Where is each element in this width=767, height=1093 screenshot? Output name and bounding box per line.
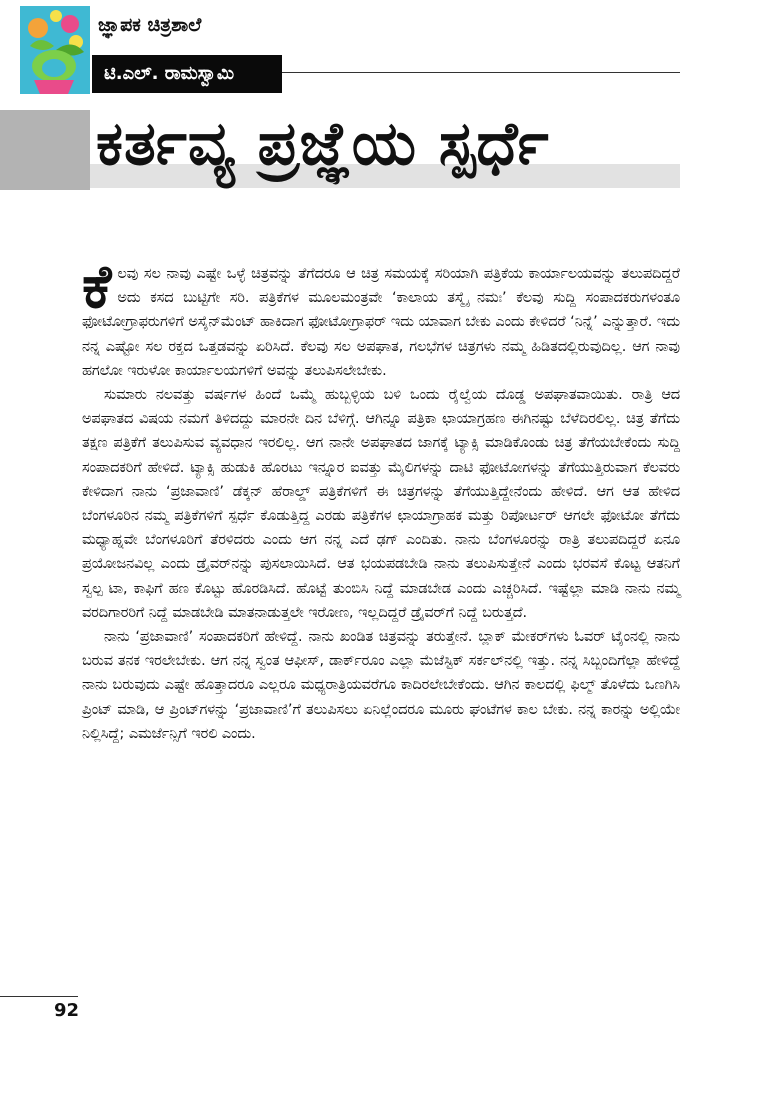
article-paragraph [82, 252, 680, 383]
article-paragraph: ಸುಮಾರು ನಲವತ್ತು ವರ್ಷಗಳ ಹಿಂದೆ ಒಮ್ಮೆ ಹುಬ್ಬಳ್ಳಿಯ ಬಳಿ ಒಂದು ರೈಲ್ವೆಯ ದೊಡ್ಡ ಅಪಘಾತವಾಯಿತು. ರಾತ್ರಿ ಆದ ಅಪಘಾತದ ವಿಷಯ ನಮಗೆ ತಿಳಿದದ್ದು ಮಾರನೇ ದಿನ ಬೆಳಿಗ್ಗೆ. ಆಗಿನ್ನೂ ಪತ್ರಿಕಾ ಛಾಯಾಗ್ರಹಣ ಈಗಿನಷ್ಟು ಬೆಳೆದಿರಲಿಲ್ಲ. ಚಿತ್ರ ತೆಗೆದು ತಕ್ಷಣ ಪತ್ರಿಕೆಗೆ ತಲುಪಿಸುವ ವ್ಯವಧಾನ ಇರಲಿಲ್ಲ. ಆಗ ನಾನೇ ಅಪಘಾತದ ಜಾಗಕ್ಕೆ ಟ್ಯಾಕ್ಸಿ ಮಾಡಿಕೊಂಡು ಚಿತ್ರ ತೆಗೆಯಬೇಕೆಂದು ಸುದ್ದಿ ಸಂಪಾದಕರಿಗೆ ಹೇಳಿದೆ. ಟ್ಯಾಕ್ಸಿ ಹುಡುಕಿ ಹೊರಟು ಇನ್ನೂರ ಐವತ್ತು ಮೈಲಿಗಳನ್ನು ದಾಟಿ ಫೋಟೋಗಳನ್ನು ತೆಗೆಯುತ್ತಿರುವಾಗ ಕೆಲವರು ಕೇಳಿದಾಗ ನಾನು ‘ಪ್ರಜಾವಾಣಿ’ ಡೆಕ್ಕನ್ ಹೆರಾಲ್ಡ್ ಪತ್ರಿಕೆಗಳಿಗೆ ಈ ಚಿತ್ರಗಳನ್ನು ತೆಗೆಯುತ್ತಿದ್ದೇನೆಂದು ಹೇಳಿದೆ. ಆಗ ಆತ ಹೇಳಿದ ಬೆಂಗಳೂರಿನ ನಮ್ಮ ಪತ್ರಿಕೆಗಳಿಗೆ ಸ್ಪರ್ಧೆ ಕೊಡುತ್ತಿದ್ದ ಎರಡು ಪತ್ರಿಕೆಗಳ ಛಾಯಾಗ್ರಾಹಕ ಮತ್ತು ರಿಪೋರ್ಟರ್ ಆಗಲೇ ಫೋಟೋ ತೆಗೆದು ಮಧ್ಯಾಹ್ನವೇ ಬೆಂಗಳೂರಿಗೆ ತೆರಳಿದರು ಎಂದು ಆಗ ನನ್ನ ಎದೆ ಢಗ್ ಎಂದಿತು. ನಾನು ಬೆಂಗಳೂರನ್ನು ರಾತ್ರಿ ತಲುಪದಿದ್ದರೆ ಏನೂ ಪ್ರಯೋಜನವಿಲ್ಲ ಎಂದು ಡ್ರೈವರ್‌ನನ್ನು ಪುಸಲಾಯಿಸಿದೆ. ಆತ ಭಯಪಡಬೇಡಿ ನಾನು ತಲುಪಿಸುತ್ತೇನೆ ಎಂದು ಭರವಸೆ ಕೊಟ್ಟ ಆತನಿಗೆ ಸ್ವಲ್ಪ ಟಾ, ಕಾಫಿಗೆ ಹಣ ಕೊಟ್ಟು ಹೊರಡಿಸಿದೆ. ಹೊಟ್ಟೆ ತುಂಬಿಸಿ ನಿದ್ದೆ ಮಾಡಬೇಡ ಎಂದು ಎಚ್ಚರಿಸಿದೆ. ಇಷ್ಟೆಲ್ಲಾ ಮಾಡಿ ನಾನು ನಮ್ಮ ವರದಿಗಾರರಿಗೆ ನಿದ್ದೆ ಮಾಡಬೇಡಿ ಮಾತನಾಡುತ್ತಲೇ ಇರೋಣ, ಇಲ್ಲದಿದ್ದರೆ ಡ್ರೈವರ್‌ಗೆ ನಿದ್ದೆ ಬರುತ್ತದೆ. [82, 387, 680, 621]
header-rule [282, 72, 680, 73]
title-accent-block [0, 110, 90, 190]
flower-pot-icon [20, 6, 90, 94]
column-logo [20, 6, 90, 94]
page-number: 92 [54, 1000, 80, 1021]
article-body [82, 252, 680, 746]
footer-rule [0, 996, 78, 997]
article-paragraph: ನಾನು ‘ಪ್ರಜಾವಾಣಿ’ ಸಂಪಾದಕರಿಗೆ ಹೇಳಿದ್ದೆ. ನಾನು ಖಂಡಿತ ಚಿತ್ರವನ್ನು ತರುತ್ತೇನೆ. ಬ್ಲಾಕ್ ಮೇಕರ್‌ಗಳು ಓವರ್ ಟೈಂನಲ್ಲಿ ನಾನು ಬರುವ ತನಕ ಇರಲೇಬೇಕು. ಆಗ ನನ್ನ ಸ್ವಂತ ಆಫೀಸ್, ಡಾರ್ಕ್‌ರೂಂ ಎಲ್ಲಾ ಮೆಜೆಸ್ಟಿಕ್ ಸರ್ಕಲ್‌ನಲ್ಲಿ ಇತ್ತು. ನನ್ನ ಸಿಬ್ಬಂದಿಗೆಲ್ಲಾ ಹೇಳಿದ್ದೆ ನಾನು ಬರುವುದು ಎಷ್ಟೇ ಹೊತ್ತಾದರೂ ಎಲ್ಲರೂ ಮಧ್ಯರಾತ್ರಿಯವರೆಗೂ ಕಾದಿರಲೇಬೇಕೆಂದು. ಆಗಿನ ಕಾಲದಲ್ಲಿ ಫಿಲ್ಮ್ ತೊಳೆದು ಒಣಗಿಸಿ ಪ್ರಿಂಟ್ ಮಾಡಿ, ಆ ಪ್ರಿಂಟ್‌ಗಳನ್ನು ‘ಪ್ರಜಾವಾಣಿ’ಗೆ ತಲುಪಿಸಲು ಏನಿಲ್ಲೆಂದರೂ ಮೂರು ಘಂಟೆಗಳ ಕಾಲ ಬೇಕು. ನನ್ನ ಕಾರನ್ನು ಅಲ್ಲಿಯೇ ನಿಲ್ಲಿಸಿದ್ದೆ; ಎಮರ್ಜೆನ್ಸಿಗೆ ಇರಲಿ ಎಂದು. [82, 629, 680, 742]
drop-cap: ಕೆ [82, 252, 112, 322]
author-name: ಟಿ.ಎಲ್. ರಾಮಸ್ವಾಮಿ [92, 55, 282, 93]
article-title: ಕರ್ತವ್ಯ ಪ್ರಜ್ಞೆಯ ಸ್ಪರ್ಧೆ [96, 109, 550, 179]
paragraph-text: ಲವು ಸಲ ನಾವು ಎಷ್ಟೇ ಒಳ್ಳೆ ಚಿತ್ರವನ್ನು ತೆಗೆದರೂ ಆ ಚಿತ್ರ ಸಮಯಕ್ಕೆ ಸರಿಯಾಗಿ ಪತ್ರಿಕೆಯ ಕಾರ್ಯಾಲಯವನ್ನು ತಲುಪದಿದ್ದರೆ ಅದು ಕಸದ ಬುಟ್ಟಿಗೇ ಸರಿ. ಪತ್ರಿಕೆಗಳ ಮೂಲಮಂತ್ರವೇ ‘ಕಾಲಾಯ ತಸ್ಮೈ ನಮಃ’ ಕೆಲವು ಸುದ್ದಿ ಸಂಪಾದಕರುಗಳಂತೂ ಫೋಟೋಗ್ರಾಫರುಗಳಿಗೆ ಅಸೈನ್‌ಮೆಂಟ್ ಹಾಕಿದಾಗ ಫೋಟೋಗ್ರಾಫರ್ ಇದು ಯಾವಾಗ ಬೇಕು ಎಂದು ಕೇಳಿದರೆ ‘ನಿನ್ನೆ’ ಎನ್ನುತ್ತಾರೆ. ಇದು ನನ್ನ ಎಷ್ಟೋ ಸಲ ರಕ್ತದ ಒತ್ತಡವನ್ನು ಏರಿಸಿದೆ. ಕೆಲವು ಸಲ ಅಪಘಾತ, ಗಲಭೆಗಳ ಚಿತ್ರಗಳು ನಮ್ಮ ಹಿಡಿತದಲ್ಲಿರುವುದಿಲ್ಲ. ಆಗ ನಾವು ಹಗಲೋ ಇರುಳೋ ಕಾರ್ಯಾಲಯಗಳಿಗೆ ಅವನ್ನು ತಲುಪಿಸಲೇಬೇಕು. [82, 266, 680, 379]
column-title: ಜ್ಞಾಪಕ ಚಿತ್ರಶಾಲೆ [98, 14, 202, 36]
